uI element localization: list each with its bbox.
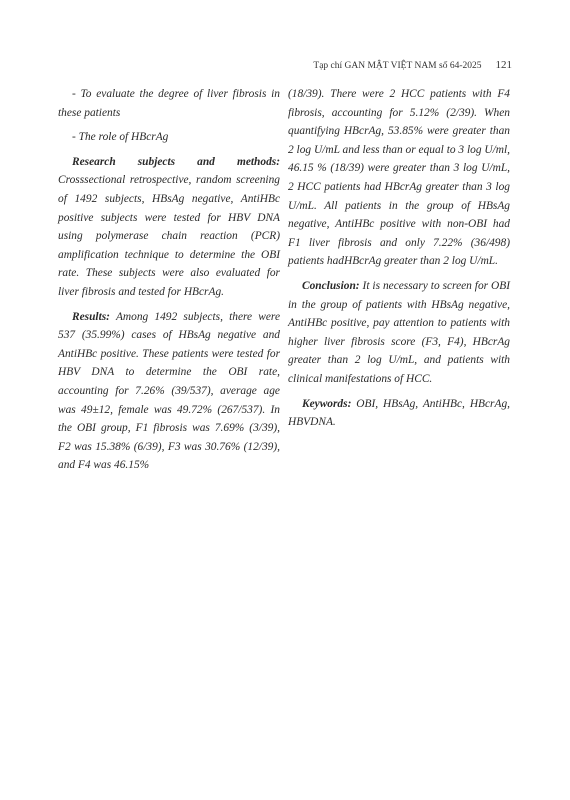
objective-fibrosis: - To evaluate the degree of liver fibrosis in these patients [58, 88, 280, 119]
conclusion-text: It is necessary to screen for OBI in the group of patients with HBsAg negative, AntiHBc positive, pay attention to patients with higher liver fibrosis score (F3, F4), HBcrAg greater than 2 log U/mL, and patients with clinical manifestations of HCC. [288, 279, 510, 385]
objective-hbcrag: - The role of HBcrAg [72, 131, 169, 144]
results-continued: (18/39). There were 2 HCC patients with F4 fibrosis, accounting for 5.12% (2/39). When quantifying HBcrAg, 53.85% were greater than 2 log U/mL and less than or equal to 3 log U/ml, 46.15 % (18/39) were greater than 3 log U/mL, 2 HCC patients had HBcrAg greater than 3 log U/mL. All patients in the group of HBsAg negative, AntiHBc positive with non-OBI had F1 liver fibrosis and only 7.22% (36/498) patients hadHBcrAg greater than 2 log U/mL. [288, 88, 510, 268]
methods-text: Crosssectional retrospective, random screening of 1492 subjects, HBsAg negative, AntiHBc positive subjects were tested for HBV DNA using polymerase chain reaction (PCR) amplification technique to determine the OBI rate. These subjects were also evaluated for liver fibrosis and tested for HBcrAg. [58, 174, 280, 298]
right-column [288, 85, 510, 438]
keywords-paragraph [288, 395, 510, 432]
running-header [313, 59, 512, 71]
results-text: Among 1492 subjects, there were 537 (35.99%) cases of HBsAg negative and AntiHBc positive. These patients were tested for HBV DNA to determine the OBI rate, accounting for 7.26% (39/537), average age was 49±12, female was 49.72% (267/537). In the OBI group, F1 fibrosis was 7.69% (3/39), F2 was 15.38% (6/39), F3 was 30.76% (12/39), and F4 was 46.15% [58, 310, 280, 472]
keywords-text: OBI, HBsAg, AntiHBc, HBcrAg, HBVDNA. [288, 397, 510, 429]
page-number: 121 [495, 59, 512, 71]
methods-label: Research subjects and methods: [72, 155, 280, 168]
keywords-label: Keywords: [302, 397, 352, 410]
journal-title: Tạp chí GAN MẬT VIỆT NAM số 64-2025 [313, 61, 482, 71]
left-column [58, 85, 280, 475]
results-paragraph [58, 308, 280, 475]
conclusion-label: Conclusion: [302, 279, 360, 292]
methods-paragraph [58, 153, 280, 302]
results-label: Results: [72, 310, 110, 323]
conclusion-paragraph [288, 277, 510, 389]
